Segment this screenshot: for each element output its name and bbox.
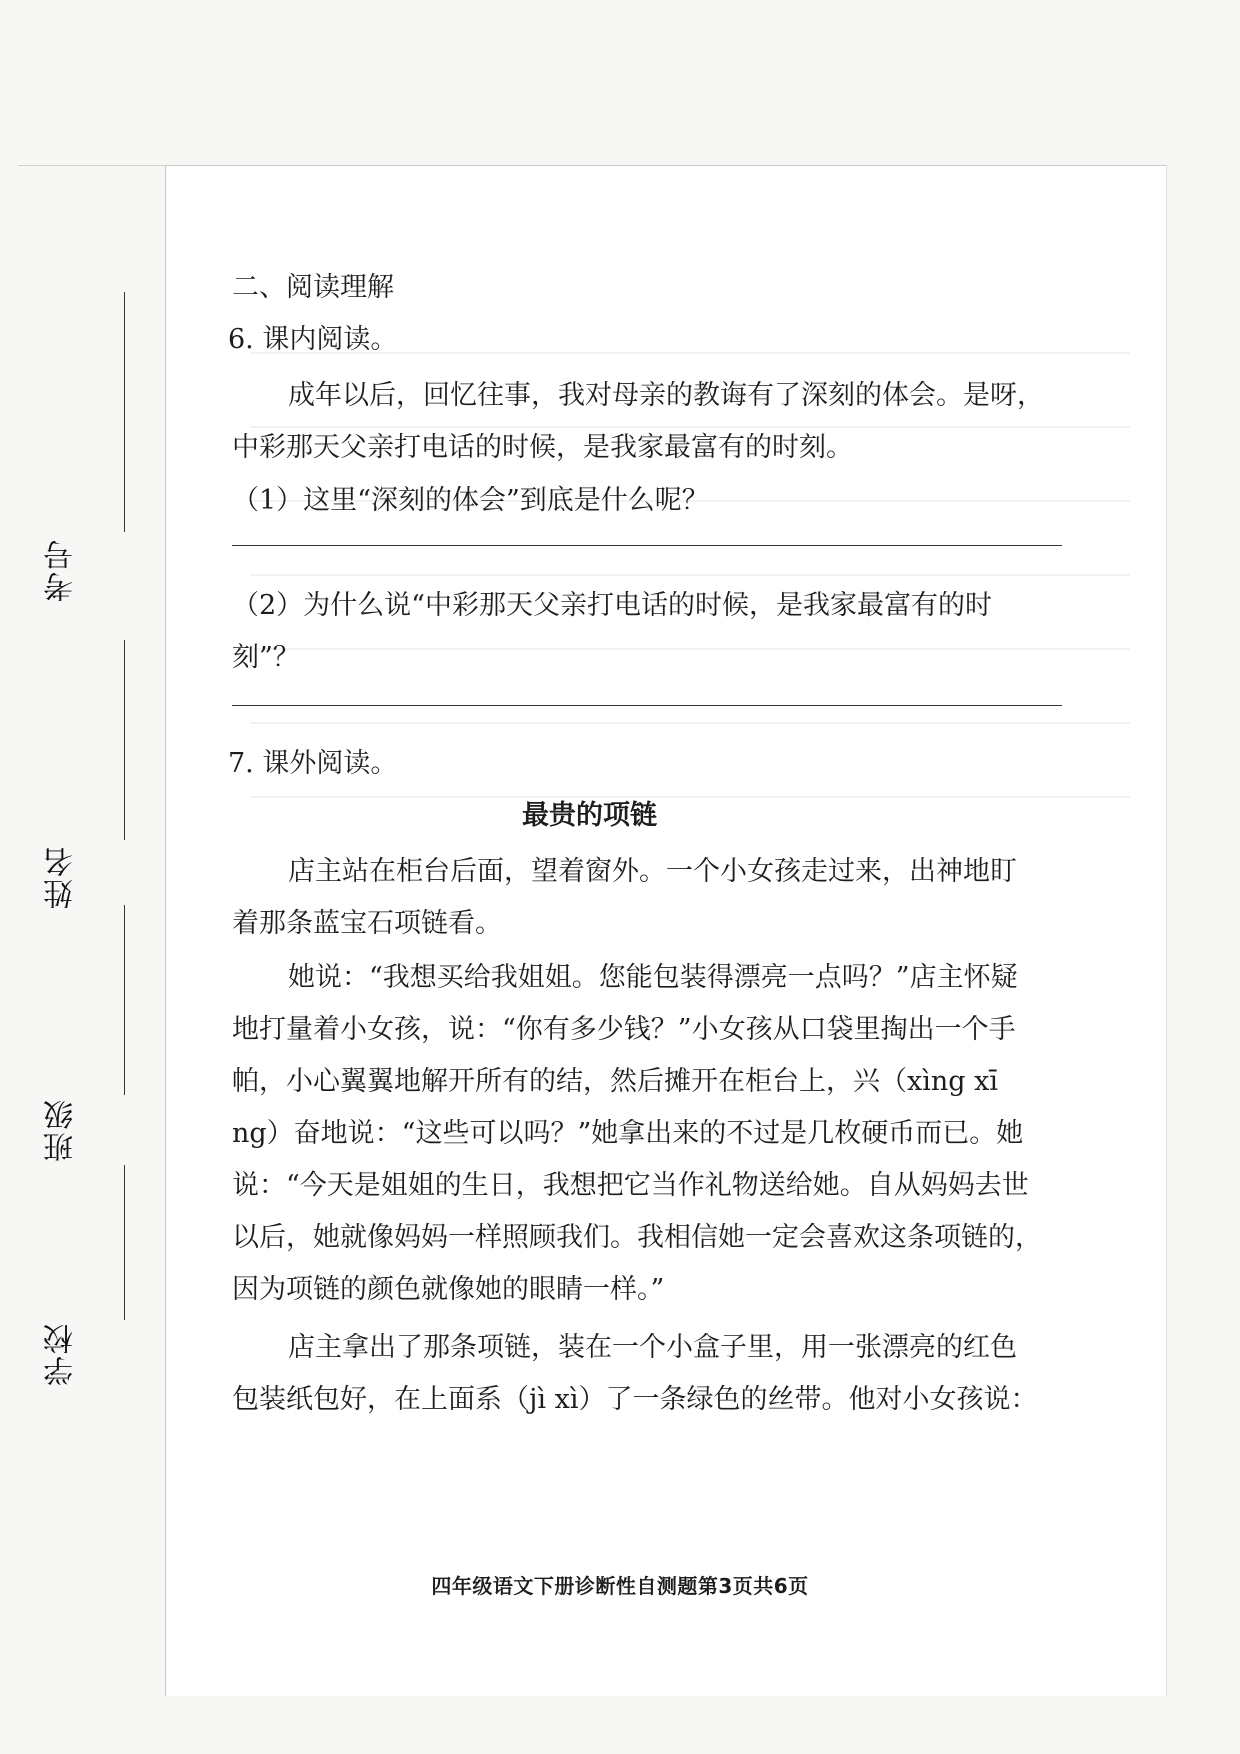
exam-number-line (124, 292, 125, 532)
q7-title: 最贵的项链 (522, 800, 657, 831)
q7-label: 7. 课外阅读。 (228, 748, 398, 779)
school-label: 学校 (44, 1322, 79, 1386)
q6-sub2-answer-line[interactable] (232, 705, 1062, 706)
exam-number-label: 考号 (44, 538, 79, 602)
q6-label: 6. 课内阅读。 (228, 324, 398, 355)
q7-p2-line-3: 帕，小心翼翼地解开所有的结，然后摊开在柜台上，兴（xìng xī (232, 1066, 998, 1097)
q6-passage-line-2: 中彩那天父亲打电话的时候，是我家最富有的时刻。 (232, 432, 853, 463)
class-label: 班级 (44, 1098, 79, 1162)
q6-sub2-line-2: 刻”？ (232, 642, 300, 673)
q7-p2-line-7: 因为项链的颜色就像她的眼睛一样。” (232, 1274, 665, 1305)
q7-p1-line-2: 着那条蓝宝石项链看。 (232, 908, 502, 939)
section-title: 二、阅读理解 (232, 272, 394, 303)
q7-p3-line-2: 包装纸包好，在上面系（jì xì）了一条绿色的丝带。他对小女孩说： (232, 1384, 1038, 1415)
q7-p2-line-2: 地打量着小女孩，说：“你有多少钱？”小女孩从口袋里掏出一个手 (232, 1014, 1016, 1045)
school-line (124, 1165, 125, 1320)
q7-p2-line-4: ng）奋地说：“这些可以吗？”她拿出来的不过是几枚硬币而已。她 (232, 1118, 1024, 1149)
q7-p1-line-1: 店主站在柜台后面，望着窗外。一个小女孩走过来，出神地盯 (288, 856, 1017, 887)
q6-sub1-answer-line[interactable] (232, 545, 1062, 546)
q6-sub1: （1）这里“深刻的体会”到底是什么呢？ (232, 485, 709, 516)
q7-p3-line-1: 店主拿出了那条项链，装在一个小盒子里，用一张漂亮的红色 (288, 1332, 1017, 1363)
name-line (124, 640, 125, 840)
q6-passage-line-1: 成年以后，回忆往事，我对母亲的教诲有了深刻的体会。是呀， (288, 380, 1044, 411)
page-footer: 四年级语文下册诊断性自测题第3页共6页 (431, 1574, 809, 1598)
q7-p2-line-1: 她说：“我想买给我姐姐。您能包装得漂亮一点吗？”店主怀疑 (288, 962, 1018, 993)
q7-p2-line-6: 以后，她就像妈妈一样照顾我们。我相信她一定会喜欢这条项链的， (232, 1222, 1042, 1253)
name-label: 姓名 (44, 845, 79, 909)
q6-sub2-line-1: （2）为什么说“中彩那天父亲打电话的时候，是我家最富有的时 (232, 590, 992, 621)
q7-p2-line-5: 说：“今天是姐姐的生日，我想把它当作礼物送给她。自从妈妈去世 (232, 1170, 1029, 1201)
class-line (124, 905, 125, 1095)
